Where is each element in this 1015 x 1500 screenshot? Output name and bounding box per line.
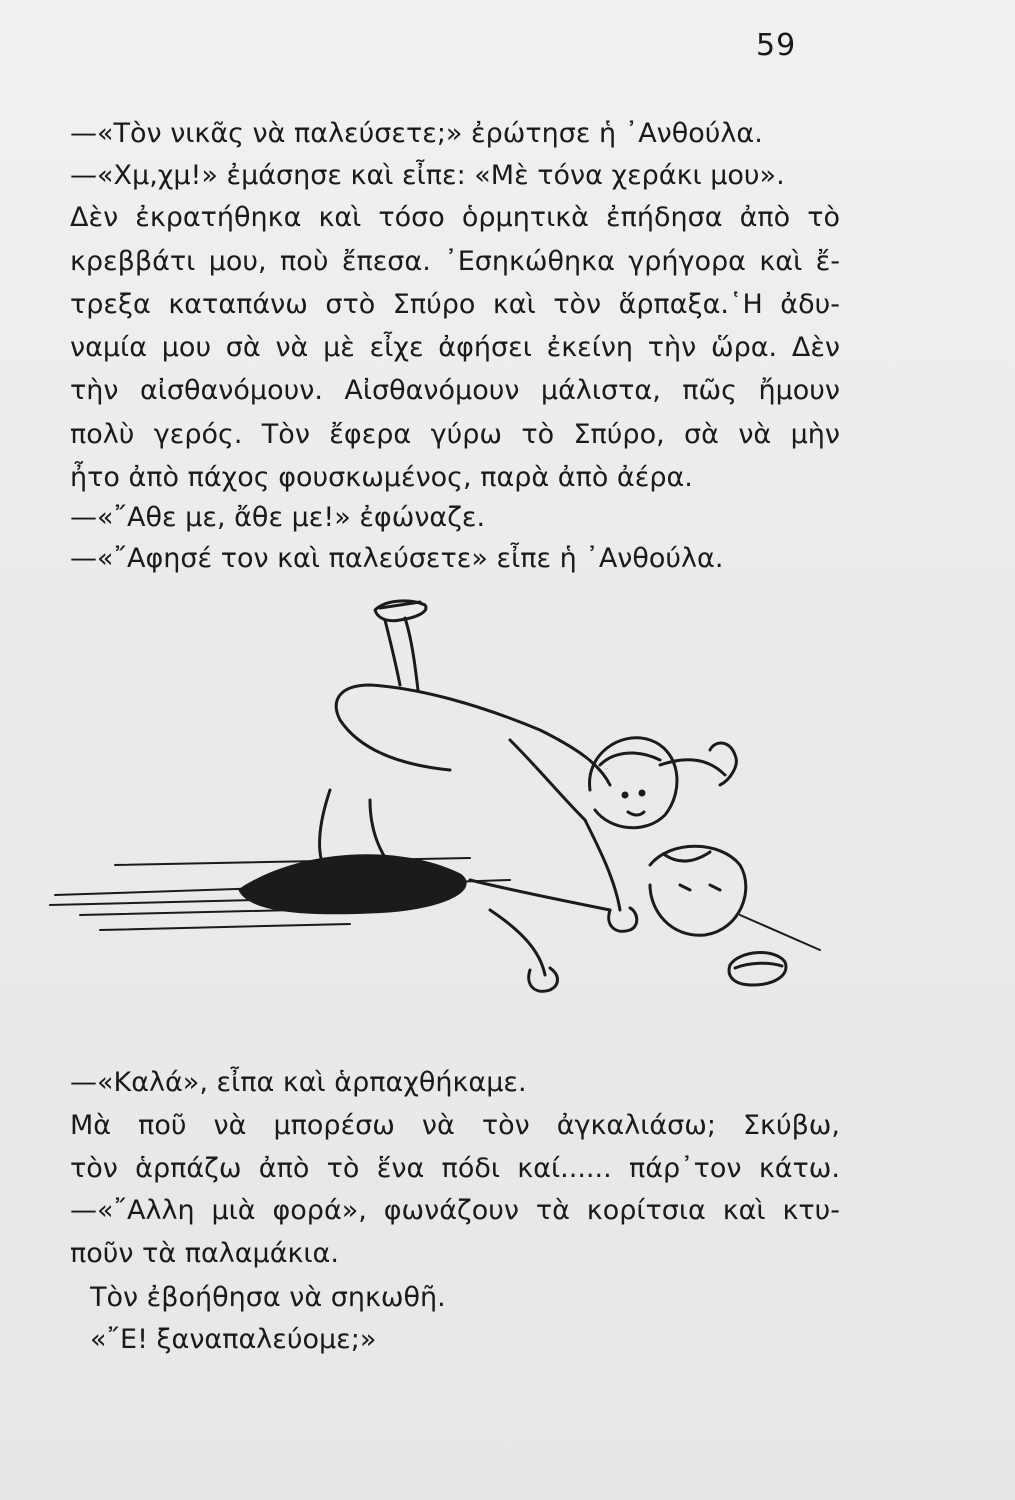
wrestling-boys-illustration	[40, 590, 840, 1030]
text-line: πολὺ γερός. Τὸν ἔφερα γύρω τὸ Σπύρο, σὰ νὰ μὴν	[70, 419, 840, 450]
text-line: Μὰ ποῦ νὰ μπορέσω νὰ τὸν ἀγκαλιάσω; Σκύβω,	[70, 1110, 840, 1141]
text-line: —«῎Αφησέ τον καὶ παλεύσετε» εἶπε ἡ ᾿Ανθούλα.	[70, 543, 724, 574]
text-line: Τὸν ἐβοήθησα νὰ σηκωθῆ.	[90, 1282, 446, 1313]
text-line: —«῎Αθε με, ἄθε με!» ἐφώναζε.	[70, 502, 486, 533]
text-line: ναμία μου σὰ νὰ μὲ εἶχε ἀφήσει ἐκείνη τὴν ὥρα. Δὲν	[70, 332, 840, 363]
text-line: ποῦν τὰ παλαμάκια.	[70, 1238, 339, 1269]
text-line: κρεββάτι μου, ποὺ ἔπεσα. ᾿Εσηκώθηκα γρήγορα καὶ ἔ-	[70, 246, 840, 277]
text-line: τὸν ἁρπάζω ἀπὸ τὸ ἕνα πόδι καί...... πάρ᾿τον κάτω.	[70, 1153, 840, 1184]
text-line: τρεξα καταπάνω στὸ Σπύρο καὶ τὸν ἅρπαξα.῾Η ἀδυ-	[70, 289, 840, 320]
text-line: Δὲν ἐκρατήθηκα καὶ τόσο ὁρμητικὰ ἐπήδησα ἀπὸ τὸ	[70, 202, 840, 233]
page-number: 59	[756, 28, 797, 63]
text-line: —«῎Αλλη μιὰ φορά», φωνάζουν τὰ κορίτσια καὶ κτυ-	[70, 1195, 840, 1226]
text-line: —«Καλά», εἶπα καὶ ἁρπαχθήκαμε.	[70, 1067, 527, 1098]
text-line: —«Τὸν νικᾶς νὰ παλεύσετε;» ἐρώτησε ἡ ᾿Ανθούλα.	[70, 118, 763, 149]
text-line: τὴν αἰσθανόμουν. Αἰσθανόμουν μάλιστα, πῶς ἤμουν	[70, 375, 840, 406]
text-line: ἦτο ἀπὸ πάχος φουσκωμένος, παρὰ ἀπὸ ἀέρα.	[70, 462, 693, 493]
text-line: «῎Ε! ξαναπαλεύομε;»	[90, 1324, 377, 1355]
text-line: —«Χμ,χμ!» ἐμάσησε καὶ εἶπε: «Μὲ τόνα χεράκι μου».	[70, 160, 785, 191]
